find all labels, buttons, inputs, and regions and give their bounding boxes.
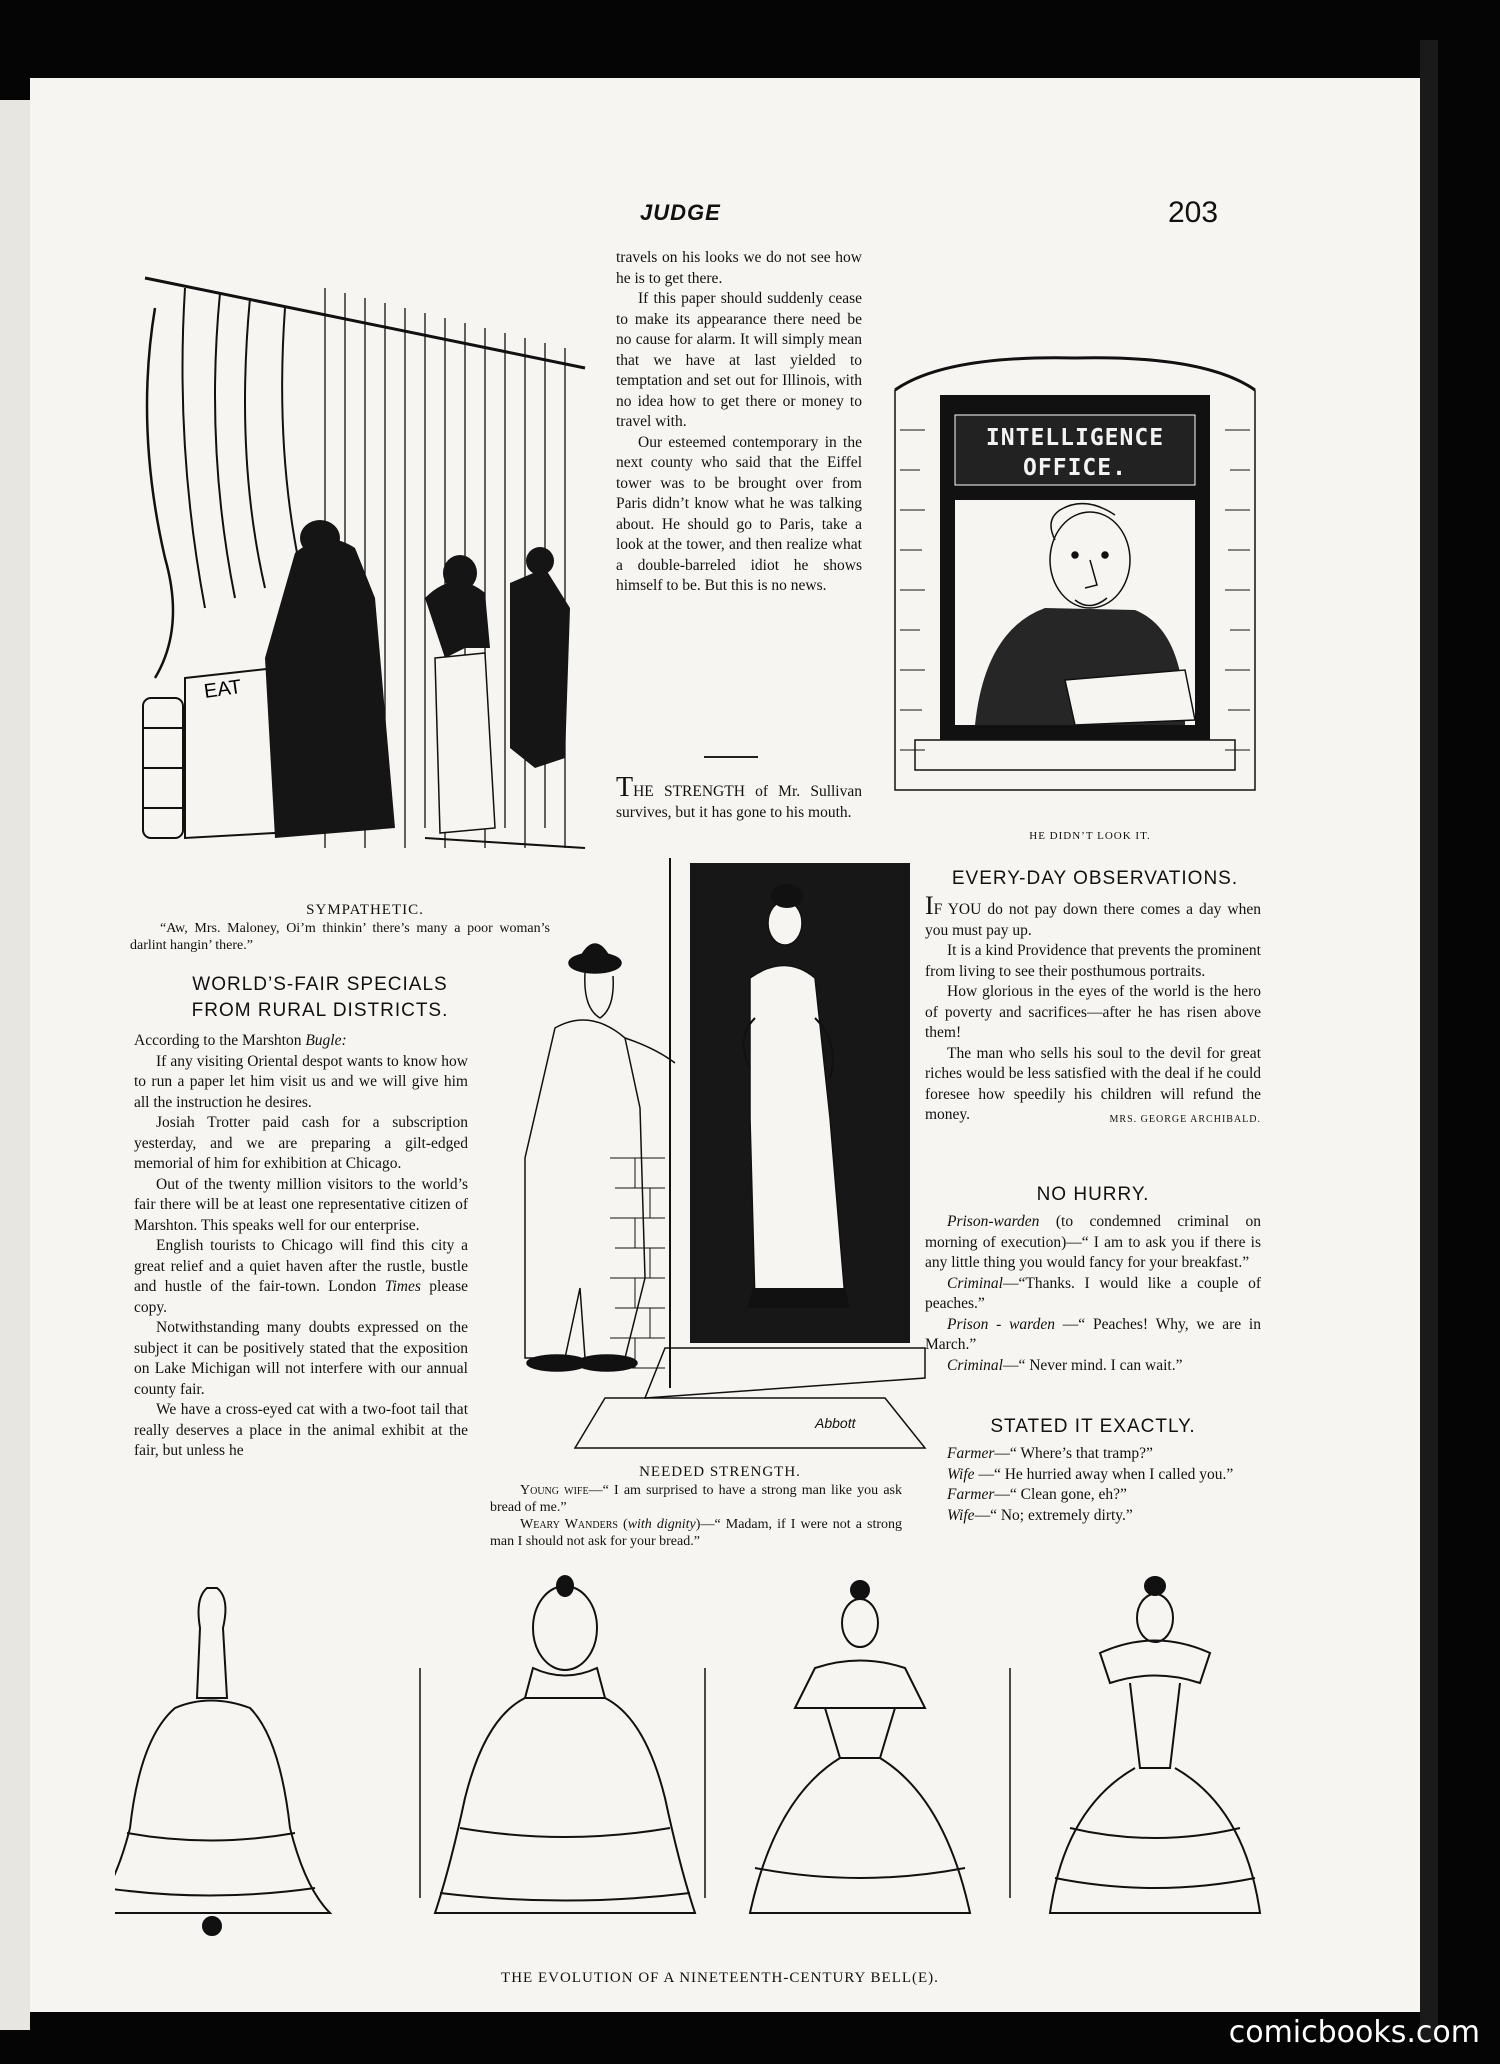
needed-strength-illustration bbox=[485, 858, 930, 1458]
weary-wanders-manner: with dignity bbox=[627, 1517, 696, 1532]
sullivan-strength-item bbox=[616, 772, 862, 823]
observations-paragraph: The man who sells his soul to the devil for great riches would be less satisfied with the deal if he could foresee how speedily his children will refund the money. bbox=[925, 1044, 1261, 1123]
weary-wanders-speaker: Weary Wanders bbox=[520, 1517, 618, 1532]
observations-body bbox=[925, 891, 1261, 1130]
observations-signature: MRS. GEORGE ARCHIBALD. bbox=[1109, 1113, 1261, 1125]
observations-first: F YOU do not pay down there comes a day when you must pay up. bbox=[925, 901, 1261, 939]
column-two-paragraph: travels on his looks we do not see how he is to get there. bbox=[616, 249, 862, 287]
sympathetic-dialogue: “Aw, Mrs. Maloney, Oi’m thinkin’ there’s many a poor woman’s darlint hangin’ there.” bbox=[130, 921, 550, 953]
speaker-line: —“ Peaches! Why, we are in March.” bbox=[925, 1315, 1261, 1353]
young-wife-speaker: Young wife bbox=[520, 1483, 589, 1498]
stated-line bbox=[925, 1485, 1261, 1506]
butcher-sign: EAT bbox=[202, 675, 243, 703]
sullivan-strength-text: HE STRENGTH of Mr. Sullivan survives, but it has gone to his mouth. bbox=[616, 783, 862, 821]
speaker-name: Wife bbox=[947, 1465, 975, 1483]
speaker-line: —“ Clean gone, eh?” bbox=[994, 1486, 1127, 1503]
speaker-name: Farmer bbox=[947, 1486, 995, 1503]
previous-page-edge bbox=[0, 100, 30, 2030]
magazine-page bbox=[30, 78, 1420, 2012]
speaker-name: Prison - warden bbox=[947, 1315, 1056, 1333]
needed-strength-caption: NEEDED STRENGTH. bbox=[639, 1464, 801, 1480]
tourists-text-end: please copy. bbox=[134, 1278, 468, 1316]
intelligence-sign-line1: INTELLIGENCE bbox=[985, 425, 1165, 451]
column-two-paragraph: Our esteemed contemporary in the next county who said that the Eiffel tower was to be brought over from Paris didn’t know what he was talking about. He should go to Paris, take a look at the tower, and then realize what a double-barreled idiot he shows himself to be. But this is no news. bbox=[616, 433, 862, 594]
intelligence-sign-line2: OFFICE. bbox=[1023, 455, 1127, 481]
stated-line bbox=[925, 1506, 1261, 1527]
worlds-fair-paragraph: Out of the twenty million visitors to the world’s fair there will be at least one representative citizen of Marshton. This speaks well for our enterprise. bbox=[134, 1175, 468, 1234]
worlds-fair-paragraph: We have a cross-eyed cat with a two-foot tail that really deserves a place in the animal exhibit at the fair, but unless he bbox=[134, 1401, 468, 1459]
needed-strength-dialogue: Young wife—“ I am surprised to have a strong man like you ask bread of me.” Weary Wanders (with dignity)—“ Madam, if I were not a strong man I should not ask for your bread.” bbox=[490, 1483, 903, 1549]
bell-evolution-caption: THE EVOLUTION OF A NINETEENTH-CENTURY BELL(E). bbox=[501, 1970, 939, 1986]
no-hurry-line bbox=[925, 1315, 1261, 1356]
speaker-line: —“ He hurried away when I called you.” bbox=[974, 1465, 1234, 1483]
worlds-fair-heading bbox=[140, 972, 500, 1024]
stated-body bbox=[925, 1444, 1261, 1526]
butcher-shop-illustration bbox=[125, 228, 595, 878]
observations-paragraph: How glorious in the eyes of the world is the hero of poverty and sacrifices—after he has risen above them! bbox=[925, 983, 1261, 1041]
drop-initial-i: I bbox=[925, 891, 934, 920]
bell-evolution-illustration bbox=[115, 1568, 1315, 1958]
speaker-name: Prison-warden bbox=[947, 1213, 1040, 1230]
page-number: 203 bbox=[1168, 196, 1219, 229]
bell-figure-2 bbox=[435, 1576, 695, 1913]
young-wife-line: —“ I am surprised to have a strong man like you ask bread of me.” bbox=[490, 1483, 903, 1515]
section-divider bbox=[704, 756, 758, 758]
stated-line bbox=[925, 1465, 1261, 1486]
speaker-line: —“ Where’s that tramp?” bbox=[994, 1445, 1153, 1462]
worlds-fair-paragraph: Notwithstanding many doubts expressed on the subject it can be positively stated that the exposition on Lake Michigan will not interfere with our annual county fair. bbox=[134, 1319, 468, 1398]
binding-spine bbox=[1420, 40, 1438, 2040]
speaker-line: —“ Never mind. I can wait.” bbox=[1002, 1356, 1183, 1374]
speaker-name: Criminal bbox=[947, 1274, 1003, 1292]
observations-paragraph: It is a kind Providence that prevents the prominent from living to see their posthumous portraits. bbox=[925, 942, 1261, 980]
intelligence-office-illustration bbox=[885, 350, 1265, 820]
tourists-text: English tourists to Chicago will find this city a great relief and a quiet haven after the rustle, bustle and hustle of the fair-town. London bbox=[134, 1237, 468, 1295]
speaker-line: —“ No; extremely dirty.” bbox=[974, 1506, 1133, 1524]
times-name: Times bbox=[384, 1278, 421, 1295]
svg-text:Abbott: Abbott bbox=[815, 1415, 856, 1431]
watermark-link[interactable]: comicbooks.com bbox=[1228, 2015, 1480, 2050]
worlds-fair-heading-line2: FROM RURAL DISTRICTS. bbox=[191, 1000, 449, 1021]
weary-wanders-line: —“ Madam, if I were not a strong man I should not ask for your bread.” bbox=[490, 1517, 903, 1549]
drop-initial-t: T bbox=[616, 772, 634, 803]
speaker-name: Criminal bbox=[947, 1356, 1003, 1374]
no-hurry-line bbox=[925, 1274, 1261, 1315]
speaker-name: Wife bbox=[947, 1506, 975, 1524]
worlds-fair-paragraph: Josiah Trotter paid cash for a subscription yesterday, and we are preparing a gilt-edged memorial of him for exhibition at Chicago. bbox=[134, 1114, 468, 1172]
sympathetic-caption: SYMPATHETIC. bbox=[306, 902, 424, 918]
observations-heading: EVERY-DAY OBSERVATIONS. bbox=[951, 868, 1239, 889]
speaker-name: Farmer bbox=[947, 1445, 995, 1462]
speaker-line: —“Thanks. I would like a couple of peaches.” bbox=[925, 1274, 1261, 1312]
stated-heading: STATED IT EXACTLY. bbox=[990, 1416, 1196, 1437]
bell-figure-3 bbox=[750, 1581, 970, 1913]
column-two-paragraph: If this paper should suddenly cease to make its appearance there need be no cause for alarm. It will simply mean that we have at last yielded to temptation and set out for Illinois, with no idea how to get there or money to travel with. bbox=[616, 290, 862, 430]
no-hurry-body bbox=[925, 1212, 1261, 1376]
worlds-fair-heading-line1: WORLD’S-FAIR SPECIALS bbox=[192, 974, 448, 995]
bell-figure-4 bbox=[1050, 1577, 1260, 1913]
intelligence-office-caption: HE DIDN’T LOOK IT. bbox=[1029, 830, 1151, 842]
worlds-fair-body bbox=[134, 1031, 468, 1462]
column-two-text bbox=[616, 248, 862, 597]
magazine-title: JUDGE bbox=[640, 200, 721, 225]
stated-line bbox=[925, 1444, 1261, 1465]
worlds-fair-intro: According to the Marshton bbox=[134, 1032, 302, 1049]
no-hurry-heading: NO HURRY. bbox=[1036, 1184, 1150, 1205]
bell-figure-1 bbox=[115, 1588, 330, 1935]
no-hurry-line bbox=[925, 1356, 1261, 1377]
no-hurry-line bbox=[925, 1212, 1261, 1274]
bugle-name: Bugle: bbox=[305, 1032, 347, 1049]
speaker-line: (to condemned criminal on morning of execution)—“ I am to ask you if there is any little thing you would fancy for your breakfast.” bbox=[925, 1213, 1261, 1271]
worlds-fair-paragraph: If any visiting Oriental despot wants to know how to run a paper let him visit us and we will give him all the instruction he desires. bbox=[134, 1052, 468, 1111]
